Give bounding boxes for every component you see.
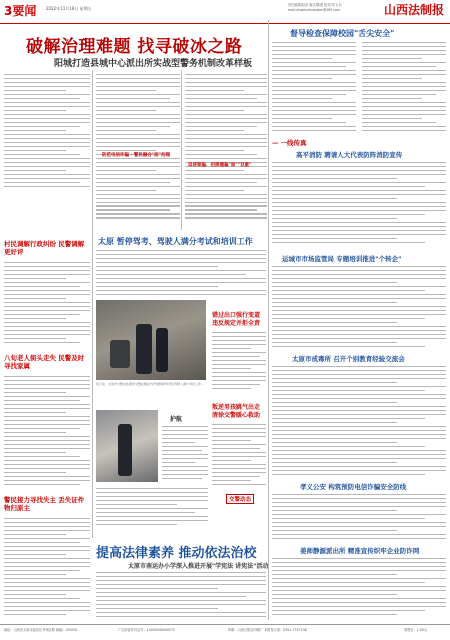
center-bottom-body (96, 488, 208, 530)
issue-date: 2022年11月18日 星期五 (46, 6, 92, 11)
main-headline: 破解治理难题 找寻破冰之路 (26, 37, 243, 57)
page-number: 3要闻 (4, 4, 37, 18)
left-section-body-1 (4, 262, 90, 346)
main-story-body-left (4, 74, 90, 190)
left-section-title-1: 村民调解行政纠纷 民警调解更好评 (4, 240, 85, 256)
photo-caption: 连日来，太原市交警支队组织交警在辖区内开展暂停驾考及驾驶人满分考试工作... (96, 382, 204, 386)
right-top-body-2 (362, 42, 446, 134)
newspaper-masthead: 山西法制报 (383, 3, 444, 17)
side-item-body-3 (272, 366, 446, 478)
news-photo (96, 300, 206, 380)
side-item-title-5: 姜师静源派出所 精准宣传织牢企业防诈网 (300, 547, 420, 555)
editor-info: 责任编辑/赵泽 版式/陈燕 校对/刘飞 E-mail:xinwenzhuanban@163.com (288, 3, 343, 12)
center-story-body-2 (212, 424, 266, 488)
second-headline: 提高法律素养 推动依法治校 (96, 546, 257, 561)
column-rule (181, 70, 182, 230)
footer-address: 地址：山西省太原市迎泽区并州北路 邮编：030001 (4, 628, 78, 632)
side-item-title-2: 运城市市场监管局 专题培训推进"个转企" (282, 255, 402, 263)
sub-section-title-2: 追逐欺骗、招摇撞骗"面""双重" (188, 163, 252, 168)
left-section-body-3 (4, 518, 90, 620)
traffic-photo (96, 410, 158, 482)
left-section-body-2 (4, 376, 90, 488)
side-item-title-1: 高平消防 聘请人大代表防阵消防宣传 (296, 151, 403, 159)
main-story-body-middle (96, 74, 180, 224)
center-story-title-1: 错过出口强行变道 违反规定并拒全责 (212, 312, 261, 327)
center-box-body (96, 250, 266, 298)
second-subheadline: 太原市南运办小学深入推进开展"学宪法 讲宪法"活动 (128, 563, 269, 570)
side-item-body-4 (272, 494, 446, 542)
page-header (0, 0, 450, 24)
right-top-body-1 (272, 42, 356, 134)
side-item-title-4: 孝义公安 构筑预防电信诈骗安全防线 (300, 483, 407, 491)
side-item-title-3: 太原市戒毒所 召开个别教育经验交流会 (292, 355, 405, 363)
photo-label: 护航 (170, 416, 183, 423)
frontline-tag: — 一线传真 (272, 138, 307, 147)
left-section-title-2: 八旬老人街头走失 民警及时寻找家属 (4, 354, 85, 370)
sub-section-title: 防范电信诈骗 · 警民融合"面"治理 (102, 153, 171, 158)
footer-print: 印刷：山西日报社印刷厂 本报发行部：0351-7747238 (228, 628, 307, 632)
left-section-title-3: 警民接力寻找失主 丢失证件物归原主 (4, 496, 85, 512)
photo-side-text (162, 426, 208, 482)
page-footer (0, 624, 450, 640)
center-box-title: 太原 暂停驾考、驾驶人满分考试和培训工作 (98, 237, 253, 246)
footer-price: 零售价：1.00元 (404, 628, 428, 632)
column-rule (92, 70, 93, 538)
column-rule (268, 20, 269, 620)
side-item-body-2 (272, 266, 446, 350)
footer-license: 广告经营许可证号：14000040000072 (118, 628, 176, 632)
right-top-title: 督导检查保障校园"舌尖安全" (290, 29, 395, 38)
main-story-body-right (185, 74, 267, 224)
center-story-body-1 (212, 332, 266, 392)
main-subheadline: 阳城打造县城中心派出所实战型警务机制改革样板 (54, 59, 253, 69)
side-item-body-5 (272, 558, 446, 620)
traffic-police-logo: 交警动态 (226, 494, 254, 504)
second-story-body (96, 572, 266, 620)
side-item-body-1 (272, 162, 446, 246)
center-story-title-2: 叛逆男孩跳气出走 清徐交警暖心救助 (212, 404, 261, 419)
